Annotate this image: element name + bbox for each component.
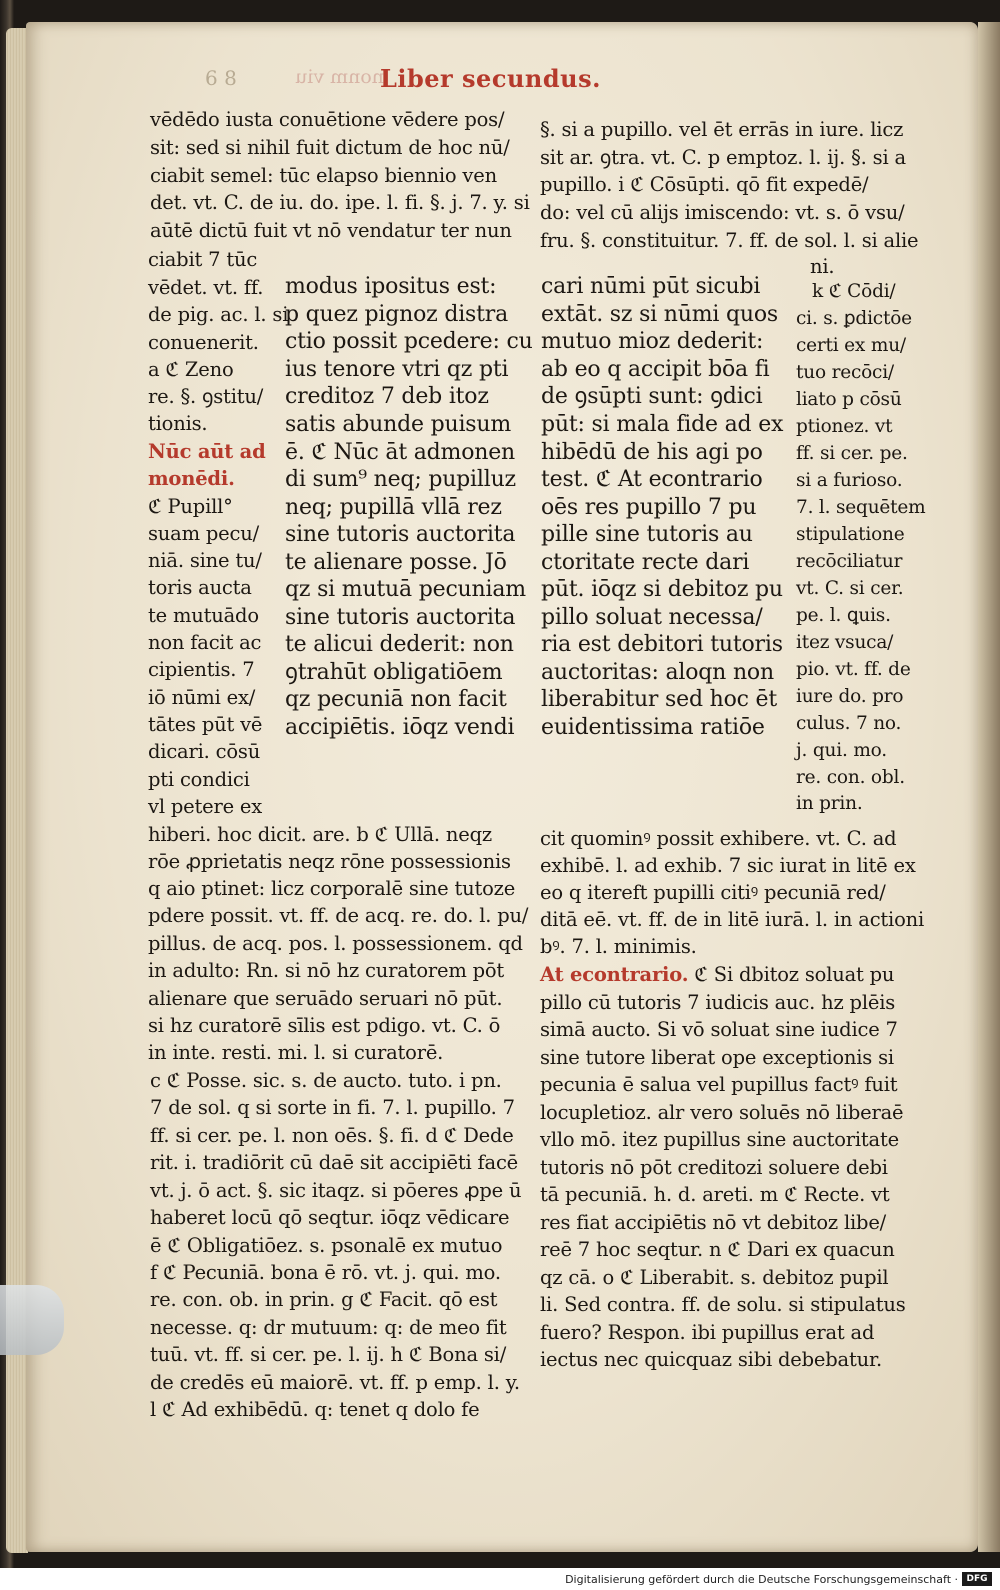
text-line: recōciliatur	[796, 551, 903, 572]
text-line: reē 7 hoc seqtur. n ℭ Dari ex quacun	[540, 1238, 895, 1261]
text-line: pillus. de acq. pos. l. possessionem. qd	[148, 932, 523, 955]
text-line: creditoz 7 deb itoz	[285, 384, 489, 409]
text-line: p quez pignoz distra	[285, 302, 509, 327]
text-line: sit: sed si nihil fuit dictum de hoc nū/	[150, 136, 510, 159]
text-line: tionis.	[148, 412, 208, 435]
text-line: ē ℭ Obligatiōez. s. psonalē ex mutuo	[150, 1234, 503, 1257]
text-line: pe. l. ꝗuis.	[796, 605, 891, 626]
text-line: pio. vt. ff. de	[796, 659, 911, 680]
text-line: sine tutore liberat ope exceptionis si	[540, 1046, 894, 1069]
text-line: ius tenore vtri qz pti	[285, 357, 509, 382]
text-line: re. §. ꝯstitu/	[148, 385, 264, 408]
text-line: test. ℭ At econtrario	[541, 467, 763, 492]
text-line: pūt: si mala fide ad ex	[541, 412, 784, 437]
bleed-through-text: nonm viu	[295, 66, 385, 88]
text-line: 7. l. sequētem	[796, 497, 926, 518]
text-line: oēs res pupillo 7 pu	[541, 495, 757, 520]
text-line: 7 de sol. q si sorte in fi. 7. l. pupillo. 7	[150, 1096, 515, 1119]
text-line: a ℭ Zeno	[148, 358, 234, 381]
text-line: iure do. pro	[796, 686, 904, 707]
text-line: pūt. iōqz si debitoz pu	[541, 577, 783, 602]
text-line: vt. j. ō act. §. sic itaqz. si pōeres ꝓpe ū	[150, 1179, 522, 1202]
text-line: alienare que seruādo seruari nō pūt.	[148, 987, 503, 1010]
text-line: ff. si cer. pe. l. non oēs. §. fi. d ℭ Dede	[150, 1124, 514, 1147]
text-line: haberet locū qō seqtur. iōqz vēdicare	[150, 1206, 510, 1229]
text-line: dicari. cōsū	[148, 740, 261, 763]
text-line: pupillo. i ℭ Cōsūpti. qō fit expedē/	[540, 173, 869, 196]
text-line: pdere possit. vt. ff. de acq. re. do. l. pu/	[148, 904, 529, 927]
text-line: ctio possit pcedere: cu	[285, 329, 533, 354]
text-line: res fiat accipiētis nō vt debitoz libe/	[540, 1211, 887, 1234]
text-line: ciabit 7 tūc	[148, 248, 258, 271]
text-line: liberabitur sed hoc ēt	[541, 687, 778, 712]
text-line: li. Sed contra. ff. de solu. si stipulatus	[540, 1293, 906, 1316]
text-line: ē. ℭ Nūc āt admonen	[285, 440, 516, 465]
text-line: exhibē. l. ad exhib. 7 sic iurat in litē ex	[540, 854, 916, 877]
text-line: q aio ptinet: licz corporalē sine tutoze	[148, 877, 516, 900]
text-line: fuero? Respon. ibi pupillus erat ad	[540, 1321, 875, 1344]
text-line: iō nūmi ex/	[148, 686, 256, 709]
text-line: aūtē dictū fuit vt nō vendatur ter nun	[150, 219, 512, 242]
text-line: At econtrario. ℭ Si dbitoz soluat pu	[540, 963, 895, 986]
text-line: necesse. q: dr mutuum: q: de meo fit	[150, 1316, 507, 1339]
text-line: iectus nec quicquaz sibi debebatur.	[540, 1348, 882, 1371]
text-line: tā pecuniā. h. d. areti. m ℭ Recte. vt	[540, 1183, 890, 1206]
text-line: neq; pupillā vllā rez	[285, 495, 502, 520]
text-line: monēdi.	[148, 467, 235, 490]
text-line: toris aucta	[148, 576, 252, 599]
text-line: c ℭ Posse. sic. s. de aucto. tuto. i pn.	[150, 1069, 502, 1092]
text-line: re. con. obl.	[796, 767, 905, 788]
text-line: tutoris nō pōt creditozi soluere debi	[540, 1156, 888, 1179]
text-line: liato p cōsū	[796, 389, 902, 410]
text-line: non facit ac	[148, 631, 262, 654]
text-line: rit. i. tradiōrit cū daē sit accipiēti facē	[150, 1151, 519, 1174]
text-line: stipulatione	[796, 524, 905, 545]
text-line: niā. sine tu/	[148, 549, 262, 572]
text-line: cipientis. 7	[148, 658, 255, 681]
text-line: ditā eē. vt. ff. de in litē iurā. l. in actioni	[540, 908, 925, 931]
text-line: ni.	[810, 255, 835, 278]
text-line: vl petere ex	[148, 795, 263, 818]
text-line: suam pecu/	[148, 522, 259, 545]
text-line: di sum⁹ neq; pupilluz	[285, 467, 516, 492]
text-line: ℭ Pupill°	[148, 495, 233, 518]
text-line: pillo cū tutoris 7 iudicis auc. hz plēis	[540, 991, 896, 1014]
text-line: te alicui dederit: non	[285, 632, 514, 657]
text-line: rōe ꝓprietatis neqz rōne possessionis	[148, 850, 511, 873]
text-line: in inte. resti. mi. l. si curatorē.	[148, 1041, 444, 1064]
text-line: de ꝯsūpti sunt: ꝯdici	[541, 384, 763, 409]
text-line: accipiētis. iōqz vendi	[285, 715, 515, 740]
text-line: cit quominꝰ possit exhibere. vt. C. ad	[540, 827, 897, 850]
text-line: locupletioz. alr vero soluēs nō liberaē	[540, 1101, 904, 1124]
text-line: tuū. vt. ff. si cer. pe. l. ij. h ℭ Bona si/	[150, 1343, 507, 1366]
text-line: det. vt. C. de iu. do. ipe. l. fi. §. j. 7. y. si	[150, 191, 530, 214]
text-line: do: vel cū alijs imiscendo: vt. s. ō vsu/	[540, 201, 905, 224]
text-line: in adulto: Rn. si nō hz curatorem pōt	[148, 959, 505, 982]
text-line: ctoritate recte dari	[541, 550, 750, 575]
text-line: sine tutoris auctorita	[285, 605, 516, 630]
text-line: si hz curatorē sīlis est pdigo. vt. C. ō	[148, 1014, 501, 1037]
text-line: ꝯtrahūt obligatiōem	[285, 660, 503, 685]
text-line: te mutuādo	[148, 604, 259, 627]
text-line: ptionez. vt	[796, 416, 893, 437]
paper-clip	[0, 1285, 64, 1355]
text-line: in prin.	[796, 793, 863, 814]
text-line: bꝰ. 7. l. minimis.	[540, 935, 697, 958]
text-line: certi ex mu/	[796, 335, 906, 356]
text-line: ci. s. ꝑdictōe	[796, 308, 912, 329]
text-line: qz pecuniā non facit	[285, 687, 507, 712]
text-line: Nūc aūt ad	[148, 440, 266, 463]
text-line: k ℭ Cōdi/	[812, 281, 896, 302]
footer-bar	[0, 1568, 1000, 1590]
text-line: f ℭ Pecuniā. bona ē rō. vt. j. qui. mo.	[150, 1261, 501, 1284]
text-line: ab eo q accipit bōa fi	[541, 357, 770, 382]
text-line: j. qui. mo.	[796, 740, 887, 761]
text-line: eo q itereft pupilli citiꝰ pecuniā red/	[540, 881, 886, 904]
text-line: pillo soluat necessa/	[541, 605, 763, 630]
footer-credit: Digitalisierung gefördert durch die Deutsche Forschungsgemeinschaft ·	[565, 1573, 958, 1586]
text-line: pti condici	[148, 768, 250, 791]
text-line: ciabit semel: tūc elapso biennio ven	[150, 164, 497, 187]
text-line: euidentissima ratiōe	[541, 715, 765, 740]
text-line: extāt. sz si nūmi quos	[541, 302, 779, 327]
text-line: de credēs eū maiorē. vt. ff. p emp. l. y.	[150, 1371, 520, 1394]
text-line: hiberi. hoc dicit. are. b ℭ Ullā. neqz	[148, 823, 492, 846]
dfg-logo: DFG	[962, 1572, 992, 1586]
text-line: re. con. ob. in prin. g ℭ Facit. qō est	[150, 1288, 498, 1311]
text-line: cari nūmi pūt sicubi	[541, 274, 761, 299]
text-line: ria est debitori tutoris	[541, 632, 783, 657]
text-line: ff. si cer. pe.	[796, 443, 908, 464]
text-line: de pig. ac. l. si	[148, 303, 289, 326]
text-line: auctoritas: aloqn non	[541, 660, 774, 685]
page-gutter-shadow	[978, 22, 1000, 1552]
text-line: vēdēdo iusta conuētione vēdere pos/	[150, 108, 505, 131]
text-line: l ℭ Ad exhibēdū. q: tenet q dolo fe	[150, 1398, 480, 1421]
text-line: satis abunde puisum	[285, 412, 512, 437]
text-line: modus ipositus est:	[285, 274, 497, 299]
text-line: si a furioso.	[796, 470, 903, 491]
text-line: culus. 7 no.	[796, 713, 902, 734]
text-line: §. si a pupillo. vel ēt errās in iure. licz	[540, 118, 904, 141]
text-line: qz cā. o ℭ Liberabit. s. debitoz pupil	[540, 1266, 889, 1289]
text-line: vt. C. si cer.	[796, 578, 904, 599]
page-header: Liber secundus.	[380, 64, 601, 93]
text-line: tātes pūt vē	[148, 713, 263, 736]
text-line: simā aucto. Si vō soluat sine iudice 7	[540, 1018, 898, 1041]
text-line: pecunia ē salua vel pupillus factꝰ fuit	[540, 1073, 898, 1096]
text-line: itez vsuca/	[796, 632, 894, 653]
text-line: vēdet. vt. ff.	[148, 276, 264, 299]
text-line: qz si mutuā pecuniam	[285, 577, 526, 602]
text-line: pille sine tutoris au	[541, 522, 753, 547]
text-line: mutuo mioz dederit:	[541, 329, 764, 354]
text-line: hibēdū de his agi po	[541, 440, 763, 465]
text-line: conuenerit.	[148, 331, 259, 354]
text-line: te alienare posse. Jō	[285, 550, 507, 575]
text-line: tuo recōci/	[796, 362, 894, 383]
text-line: sit ar. ꝯtra. vt. C. p emptoz. l. ij. §. si a	[540, 146, 906, 169]
text-line: vllo mō. itez pupillus sine auctoritate	[540, 1128, 899, 1151]
text-line: sine tutoris auctorita	[285, 522, 516, 547]
folio-mark: 6 8	[205, 66, 237, 90]
text-line: fru. §. constituitur. 7. ff. de sol. l. si alie	[540, 229, 919, 252]
